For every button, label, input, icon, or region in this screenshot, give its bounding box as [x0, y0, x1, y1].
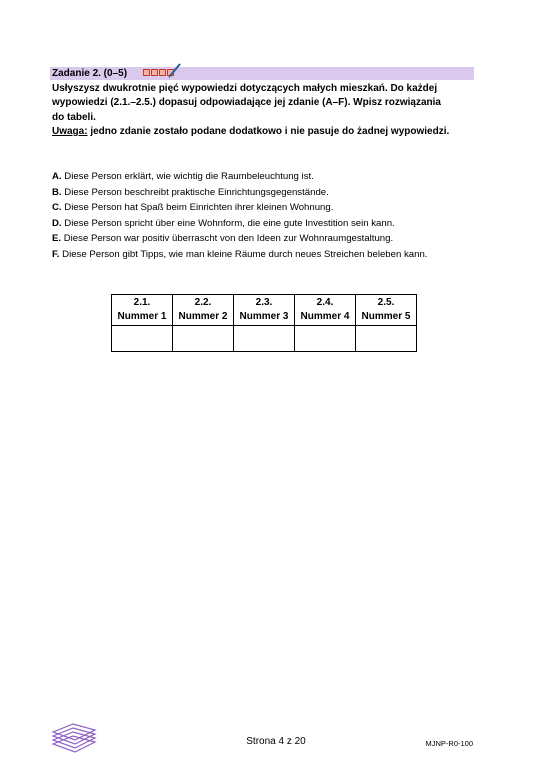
column-number: 2.2.	[194, 297, 212, 308]
column-number: 2.3.	[255, 297, 273, 308]
option-e	[52, 231, 427, 247]
instruction-line: do tabeli.	[52, 111, 96, 123]
column-number: 2.1.	[133, 297, 151, 308]
option-text: Diese Person hat Spaß beim Einrichten ihrer kleinen Wohnung.	[64, 202, 334, 213]
note-text: jedno zdanie zostało podane dodatkowo i nie pasuje do żadnej wypowiedzi.	[87, 125, 450, 137]
note-label: Uwaga:	[52, 125, 88, 137]
answer-cell-2-4[interactable]	[295, 326, 356, 352]
table-header-cell	[295, 295, 356, 326]
table-header-cell	[173, 295, 234, 326]
score-box	[159, 69, 166, 76]
answer-table	[111, 294, 417, 352]
answer-cell-2-1[interactable]	[112, 326, 173, 352]
table-header-cell	[356, 295, 417, 326]
option-text: Diese Person war positiv überrascht von den Ideen zur Wohnraumgestaltung.	[63, 233, 394, 244]
instruction-line: wypowiedzi (2.1.–2.5.) dopasuj odpowiadające jej zdanie (A–F). Wpisz rozwiązania	[52, 97, 441, 109]
task-title: Zadanie 2. (0–5)	[52, 68, 128, 79]
answer-cell-2-5[interactable]	[356, 326, 417, 352]
option-b	[52, 185, 427, 201]
answer-row	[112, 326, 417, 352]
table-header-cell	[234, 295, 295, 326]
score-box	[151, 69, 158, 76]
option-letter: C.	[52, 202, 62, 213]
option-letter: E.	[52, 233, 62, 244]
answer-cell-2-3[interactable]	[234, 326, 295, 352]
column-label: Nummer 4	[300, 311, 350, 322]
instruction-line: Usłyszysz dwukrotnie pięć wypowiedzi dotyczących małych mieszkań. Do każdej	[52, 83, 438, 94]
option-text: Diese Person beschreibt praktische Einrichtungsgegenstände.	[64, 186, 329, 198]
option-a	[52, 169, 427, 185]
answer-options-list	[52, 169, 427, 262]
note-line	[52, 125, 472, 139]
column-label: Nummer 5	[361, 311, 411, 322]
pen-icon	[168, 62, 182, 78]
table-header-cell	[112, 295, 173, 326]
option-letter: B.	[52, 186, 62, 198]
option-letter: F.	[52, 248, 60, 260]
column-label: Nummer 2	[178, 311, 228, 322]
exam-code: MJNP-R0-100	[425, 739, 473, 748]
option-d	[52, 216, 427, 232]
column-number: 2.5.	[377, 297, 395, 308]
option-letter: D.	[52, 217, 62, 229]
option-text: Diese Person gibt Tipps, wie man kleine Räume durch neues Streichen beleben kann.	[62, 248, 428, 260]
option-c	[52, 200, 427, 216]
option-letter: A.	[52, 171, 62, 182]
page-number: Strona 4 z 20	[246, 736, 306, 747]
column-label: Nummer 3	[239, 311, 289, 322]
answer-cell-2-2[interactable]	[173, 326, 234, 352]
column-number: 2.4.	[316, 297, 334, 308]
table-header-row	[112, 295, 417, 326]
column-label: Nummer 1	[117, 311, 167, 322]
score-box	[143, 69, 150, 76]
option-text: Diese Person spricht über eine Wohnform, die eine gute Investition sein kann.	[64, 217, 395, 229]
option-text: Diese Person erklärt, wie wichtig die Raumbeleuchtung ist.	[64, 171, 314, 182]
task-instructions	[52, 82, 472, 139]
option-f	[52, 247, 427, 263]
